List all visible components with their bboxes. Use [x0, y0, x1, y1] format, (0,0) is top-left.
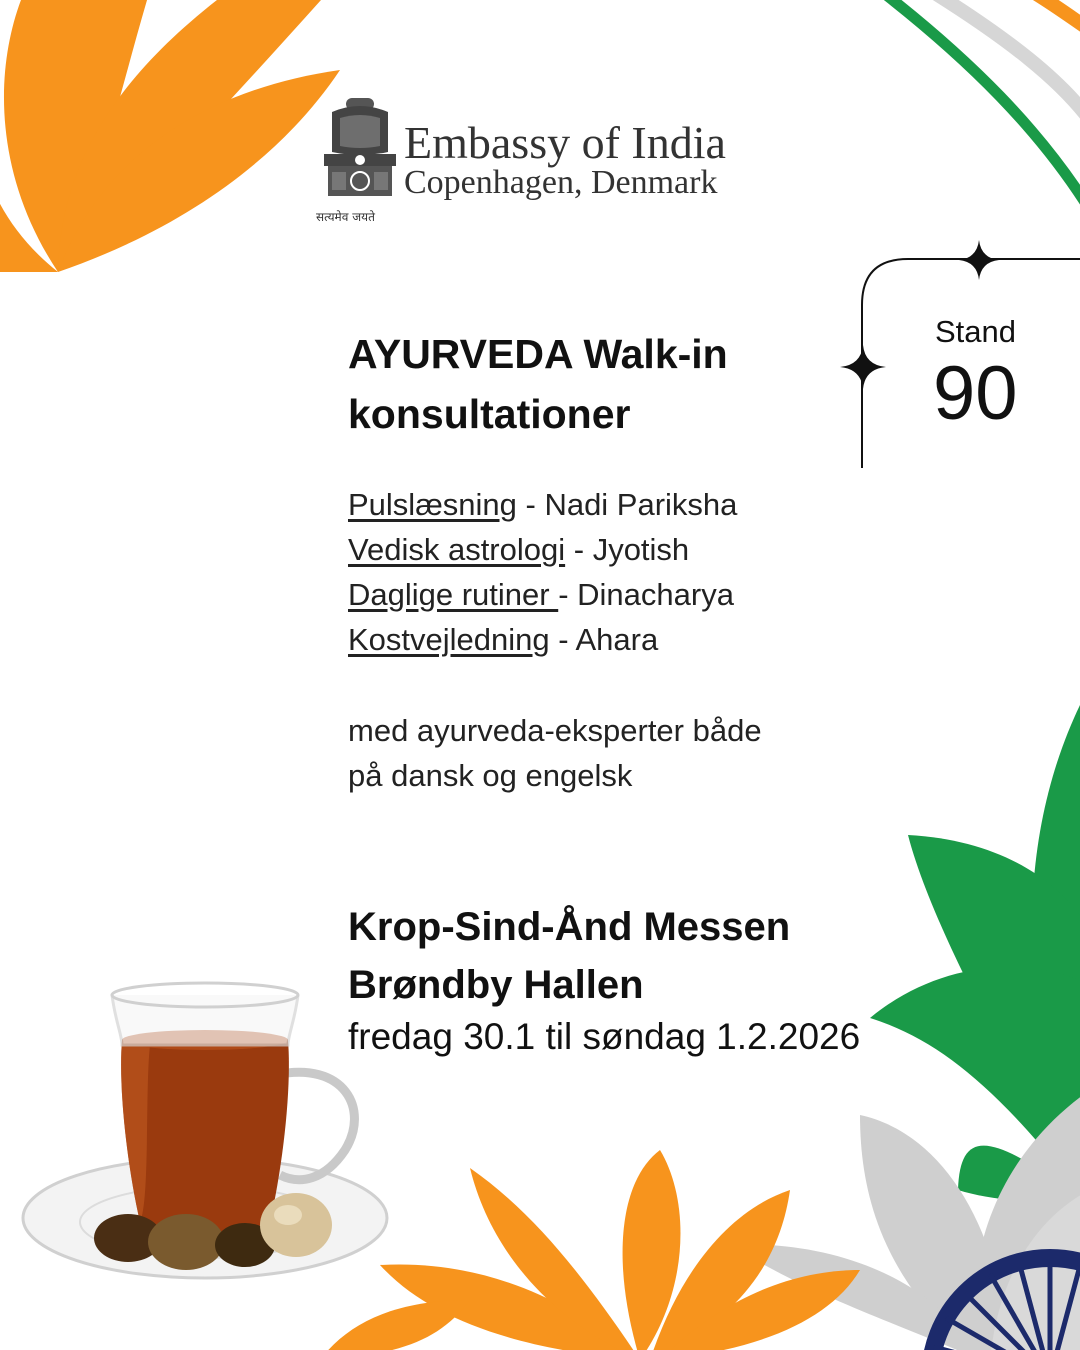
service-separator: - — [516, 487, 545, 522]
logo-motto: सत्यमेव जयते — [316, 210, 375, 224]
experts-note — [348, 708, 808, 798]
service-sanskrit: Ahara — [575, 622, 659, 657]
event-name: Krop-Sind-Ånd Messen — [348, 905, 791, 949]
list-item — [348, 617, 737, 662]
service-sanskrit: Dinacharya — [577, 577, 734, 612]
services-list — [348, 482, 737, 662]
service-separator: - — [549, 622, 576, 657]
service-name: Vedisk astrologi — [348, 532, 566, 567]
herbal-tea-glass-image — [23, 983, 387, 1278]
service-sanskrit: Nadi Pariksha — [544, 487, 738, 522]
headline-line-1: AYURVEDA Walk-in — [348, 331, 728, 377]
service-separator: - — [558, 577, 578, 612]
service-sanskrit: Jyotish — [592, 532, 690, 567]
logo-subtitle: Copenhagen, Denmark — [404, 164, 718, 201]
list-item — [348, 572, 737, 617]
service-name: Daglige rutiner — [348, 577, 559, 612]
service-separator: - — [565, 532, 593, 567]
experts-line-1: med ayurveda-eksperter både — [348, 713, 762, 748]
stand-label: Stand — [935, 314, 1017, 349]
logo-title: Embassy of India — [404, 117, 726, 168]
service-name: Pulslæsning — [348, 487, 517, 522]
headline-line-2: konsultationer — [348, 391, 631, 437]
service-name: Kostvejledning — [348, 622, 550, 657]
event-dates: fredag 30.1 til søndag 1.2.2026 — [348, 1016, 861, 1057]
headline — [348, 324, 848, 444]
stand-number: 90 — [933, 351, 1018, 436]
sparkle-star-icon — [959, 240, 999, 280]
event-venue: Brøndby Hallen — [348, 963, 644, 1007]
ashoka-lion-capital-icon — [318, 92, 402, 224]
tricolour-arcs-top-right — [880, 0, 1080, 210]
saffron-petals-top-left — [0, 0, 340, 272]
list-item — [348, 482, 737, 527]
experts-line-2: på dansk og engelsk — [348, 758, 633, 793]
list-item — [348, 527, 737, 572]
